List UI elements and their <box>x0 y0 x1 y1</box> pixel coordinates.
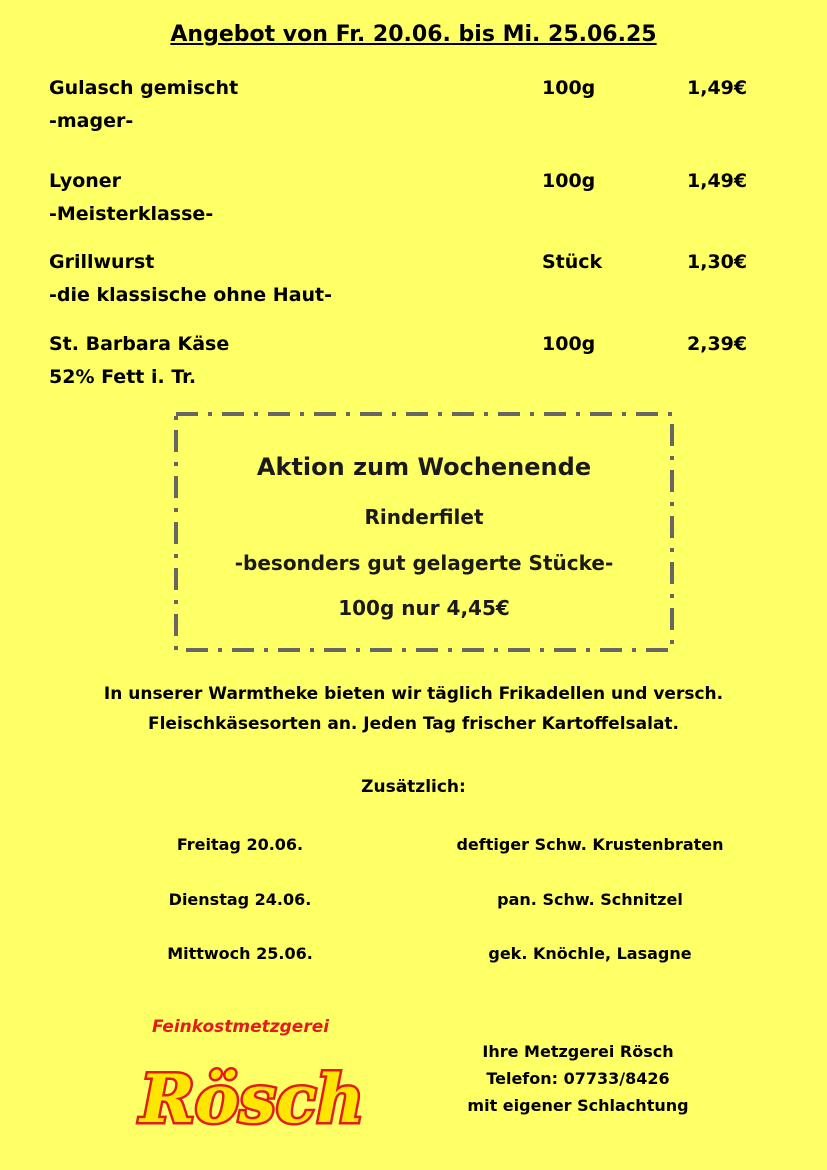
daily-dish: deftiger Schw. Krustenbraten <box>456 835 724 854</box>
offer-subtitle: -Meisterklasse- <box>49 203 214 225</box>
logo-name: Rösch <box>140 1060 365 1138</box>
extra-heading: Zusätzlich: <box>361 777 466 797</box>
offer-name: Lyoner <box>49 170 122 192</box>
offer-name: St. Barbara Käse <box>49 333 230 355</box>
promo-title: Aktion zum Wochenende <box>256 453 592 481</box>
offer-subtitle: 52% Fett i. Tr. <box>49 366 197 388</box>
offer-subtitle: -mager- <box>49 110 134 132</box>
daily-day: Freitag 20.06. <box>176 835 304 854</box>
warm-counter-text-line1: In unserer Warmtheke bieten wir täglich Frikadellen und versch. <box>103 684 724 704</box>
promo-description: -besonders gut gelagerte Stücke- <box>234 551 614 575</box>
offer-price: 1,49€ <box>687 170 748 192</box>
offer-unit: Stück <box>542 251 603 273</box>
warm-counter-text-line2: Fleischkäsesorten an. Jeden Tag frischer Kartoffelsalat. <box>147 714 680 734</box>
daily-day: Mittwoch 25.06. <box>167 944 313 963</box>
contact-line1: Ihre Metzgerei Rösch <box>482 1042 674 1061</box>
contact-line3: mit eigener Schlachtung <box>467 1096 689 1115</box>
offer-price: 1,30€ <box>687 251 748 273</box>
daily-dish: pan. Schw. Schnitzel <box>497 890 683 909</box>
promo-product: Rinderfilet <box>364 505 484 529</box>
offer-price: 1,49€ <box>687 77 748 99</box>
page-title: Angebot von Fr. 20.06. bis Mi. 25.06.25 <box>170 22 657 47</box>
offer-price: 2,39€ <box>687 333 748 355</box>
offer-name: Grillwurst <box>49 251 155 273</box>
offer-unit: 100g <box>542 77 596 99</box>
offer-subtitle: -die klassische ohne Haut- <box>49 284 333 306</box>
offer-name: Gulasch gemischt <box>49 77 239 99</box>
offer-unit: 100g <box>542 170 596 192</box>
promo-price: 100g nur 4,45€ <box>338 596 510 620</box>
weekend-promo-box <box>174 412 674 652</box>
contact-phone: Telefon: 07733/8426 <box>486 1069 670 1088</box>
shop-logo <box>132 1010 382 1150</box>
daily-dish: gek. Knöchle, Lasagne <box>488 944 692 963</box>
offer-unit: 100g <box>542 333 596 355</box>
daily-day: Dienstag 24.06. <box>168 890 312 909</box>
logo-tagline: Feinkostmetzgerei <box>152 1017 330 1037</box>
